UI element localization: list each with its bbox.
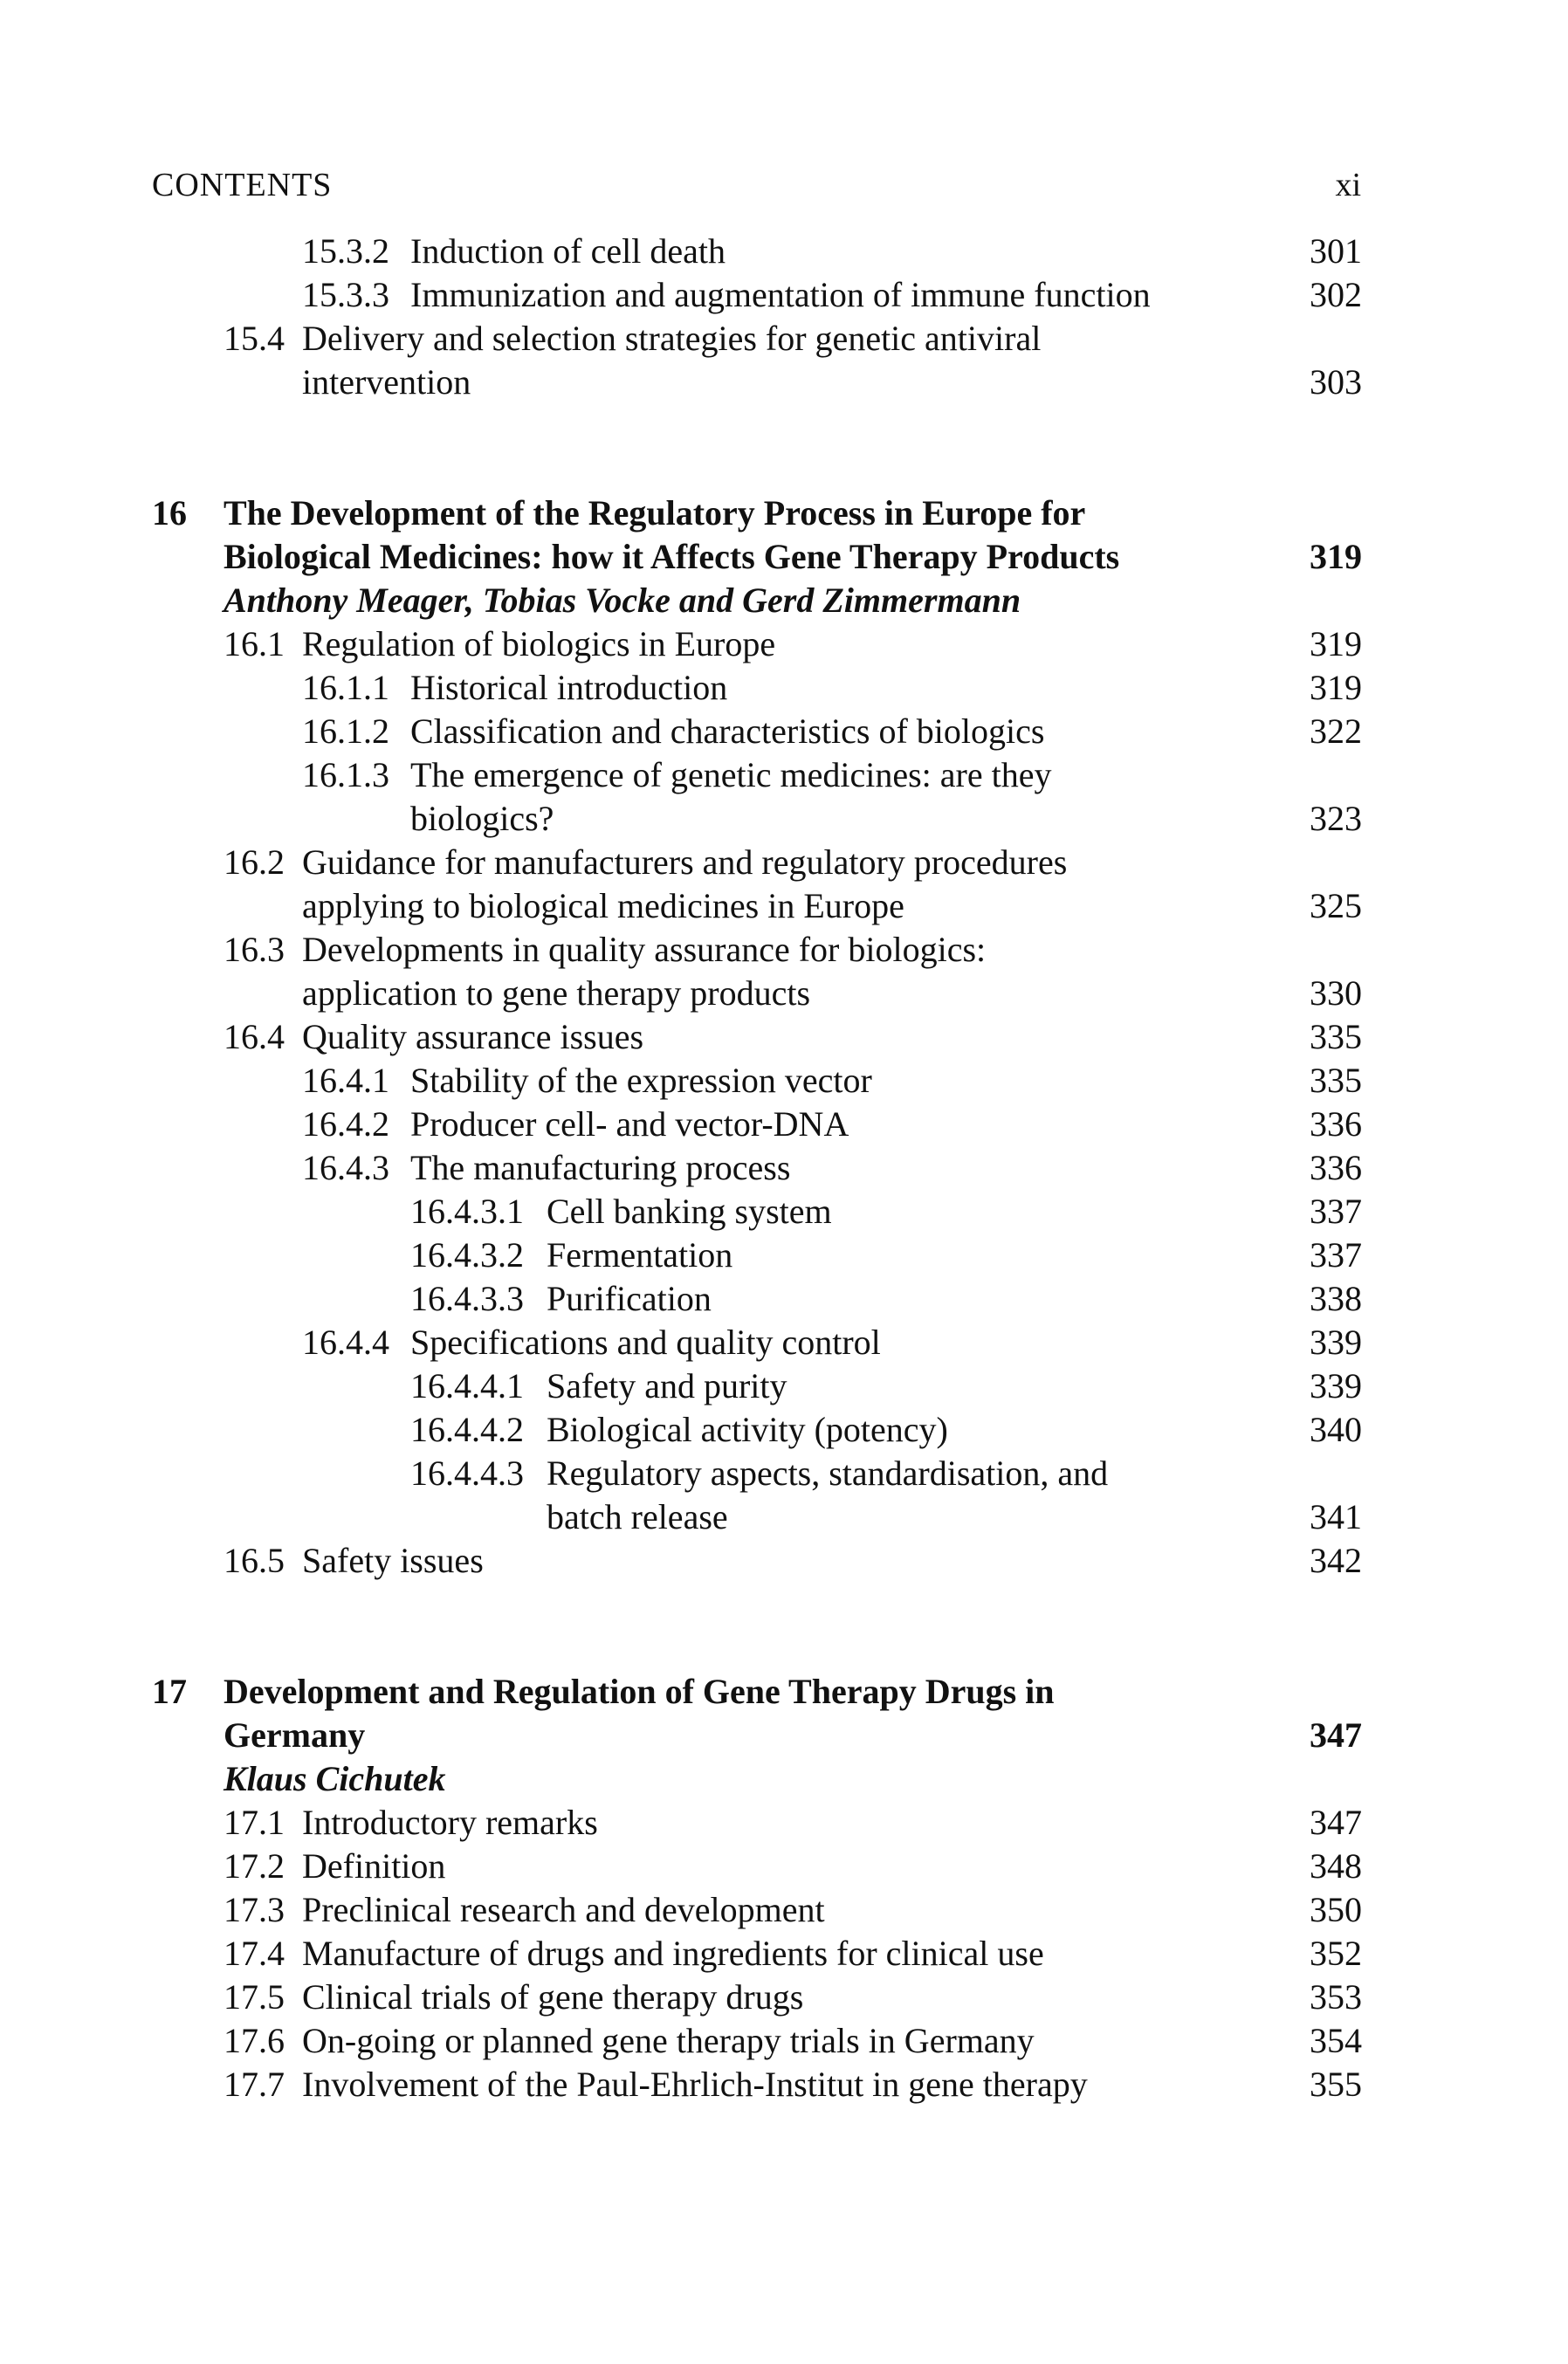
- section-number: 16.5: [224, 1541, 285, 1580]
- section-number: 16.3: [224, 930, 285, 969]
- section-page-number: 319: [1310, 624, 1362, 663]
- section-number: 17.5: [224, 1977, 285, 2017]
- section-title-continued: batch release: [547, 1497, 728, 1536]
- section-number: 16.4.4.1: [410, 1366, 524, 1405]
- section-number: 16.4.3.1: [410, 1192, 524, 1231]
- section-page-number: 302: [1310, 275, 1362, 314]
- section-number: 15.3.3: [302, 275, 389, 314]
- section-title: Biological activity (potency): [547, 1410, 948, 1449]
- section-number: 17.3: [224, 1890, 285, 1929]
- section-title: Fermentation: [547, 1235, 733, 1275]
- section-number: 16.4.4: [302, 1323, 389, 1362]
- section-page-number: 335: [1310, 1017, 1362, 1056]
- section-title: Classification and characteristics of biologics: [410, 711, 1045, 751]
- section-title-continued: intervention: [302, 362, 471, 402]
- section-title: Clinical trials of gene therapy drugs: [302, 1977, 804, 2017]
- section-title: Definition: [302, 1846, 446, 1886]
- section-number: 16.4.2: [302, 1104, 389, 1144]
- section-page-number: 319: [1310, 668, 1362, 707]
- section-title: Safety and purity: [547, 1366, 787, 1405]
- section-title: Regulatory aspects, standardisation, and: [547, 1453, 1109, 1493]
- section-page-number: 336: [1310, 1104, 1362, 1144]
- section-page-number: 330: [1310, 973, 1362, 1013]
- section-page-number: 340: [1310, 1410, 1362, 1449]
- section-number: 16.1.3: [302, 755, 389, 794]
- section-number: 16.4.4.2: [410, 1410, 524, 1449]
- section-number: 15.3.2: [302, 231, 389, 271]
- section-number: 16.4.3.3: [410, 1279, 524, 1318]
- section-page-number: 348: [1310, 1846, 1362, 1886]
- section-page-number: 339: [1310, 1366, 1362, 1405]
- section-page-number: 301: [1310, 231, 1362, 271]
- section-title: Involvement of the Paul-Ehrlich-Institut in gene therapy: [302, 2065, 1088, 2104]
- section-number: 17.7: [224, 2065, 285, 2104]
- section-title: Delivery and selection strategies for genetic antiviral: [302, 319, 1042, 358]
- section-page-number: 342: [1310, 1541, 1362, 1580]
- chapter-number: 17: [152, 1672, 187, 1711]
- section-title: Cell banking system: [547, 1192, 832, 1231]
- section-page-number: 350: [1310, 1890, 1362, 1929]
- section-number: 16.4.3.2: [410, 1235, 524, 1275]
- section-page-number: 322: [1310, 711, 1362, 751]
- section-number: 17.4: [224, 1934, 285, 1973]
- section-number: 16.4.4.3: [410, 1453, 524, 1493]
- chapter-page-number: 319: [1310, 537, 1362, 576]
- section-number: 17.1: [224, 1803, 285, 1842]
- chapter-title-continued: Germany: [224, 1715, 366, 1755]
- section-page-number: 323: [1310, 799, 1362, 838]
- section-number: 16.1.2: [302, 711, 389, 751]
- chapter-authors: Anthony Meager, Tobias Vocke and Gerd Zimmermann: [224, 581, 1021, 620]
- section-page-number: 355: [1310, 2065, 1362, 2104]
- chapter-title-continued: Biological Medicines: how it Affects Gene Therapy Products: [224, 537, 1120, 576]
- section-title: Developments in quality assurance for biologics:: [302, 930, 987, 969]
- section-title: Producer cell- and vector-DNA: [410, 1104, 849, 1144]
- section-number: 16.2: [224, 842, 285, 882]
- section-title: Historical introduction: [410, 668, 728, 707]
- section-page-number: 338: [1310, 1279, 1362, 1318]
- section-page-number: 354: [1310, 2021, 1362, 2060]
- section-title: Induction of cell death: [410, 231, 726, 271]
- running-head-page-number: xi: [1335, 167, 1361, 203]
- section-title: Regulation of biologics in Europe: [302, 624, 776, 663]
- section-number: 16.1: [224, 624, 285, 663]
- section-number: 16.4: [224, 1017, 285, 1056]
- section-title-continued: applying to biological medicines in Europe: [302, 886, 904, 925]
- section-title: The manufacturing process: [410, 1148, 791, 1187]
- section-page-number: 325: [1310, 886, 1362, 925]
- chapter-title: Development and Regulation of Gene Therapy Drugs in: [224, 1672, 1055, 1711]
- chapter-title: The Development of the Regulatory Process in Europe for: [224, 493, 1086, 533]
- section-number: 15.4: [224, 319, 285, 358]
- chapter-authors: Klaus Cichutek: [224, 1759, 446, 1798]
- section-page-number: 336: [1310, 1148, 1362, 1187]
- section-page-number: 353: [1310, 1977, 1362, 2017]
- section-title: Immunization and augmentation of immune function: [410, 275, 1151, 314]
- running-head: [152, 164, 1361, 206]
- chapter-page-number: 347: [1310, 1715, 1362, 1755]
- section-page-number: 352: [1310, 1934, 1362, 1973]
- section-page-number: 339: [1310, 1323, 1362, 1362]
- section-title: The emergence of genetic medicines: are they: [410, 755, 1052, 794]
- section-title: On-going or planned gene therapy trials in Germany: [302, 2021, 1035, 2060]
- section-title: Preclinical research and development: [302, 1890, 825, 1929]
- section-number: 17.6: [224, 2021, 285, 2060]
- chapter-number: 16: [152, 493, 187, 533]
- section-title: Specifications and quality control: [410, 1323, 881, 1362]
- section-title-continued: application to gene therapy products: [302, 973, 811, 1013]
- running-head-title: CONTENTS: [152, 167, 333, 203]
- section-page-number: 303: [1310, 362, 1362, 402]
- section-title: Guidance for manufacturers and regulatory procedures: [302, 842, 1068, 882]
- section-title: Quality assurance issues: [302, 1017, 644, 1056]
- section-page-number: 341: [1310, 1497, 1362, 1536]
- section-page-number: 337: [1310, 1192, 1362, 1231]
- section-page-number: 335: [1310, 1061, 1362, 1100]
- section-title: Purification: [547, 1279, 712, 1318]
- section-title: Introductory remarks: [302, 1803, 598, 1842]
- section-title: Stability of the expression vector: [410, 1061, 872, 1100]
- section-number: 16.4.1: [302, 1061, 389, 1100]
- section-number: 17.2: [224, 1846, 285, 1886]
- section-number: 16.4.3: [302, 1148, 389, 1187]
- section-title: Safety issues: [302, 1541, 484, 1580]
- section-page-number: 337: [1310, 1235, 1362, 1275]
- section-title: Manufacture of drugs and ingredients for clinical use: [302, 1934, 1044, 1973]
- section-number: 16.1.1: [302, 668, 389, 707]
- section-page-number: 347: [1310, 1803, 1362, 1842]
- section-title-continued: biologics?: [410, 799, 554, 838]
